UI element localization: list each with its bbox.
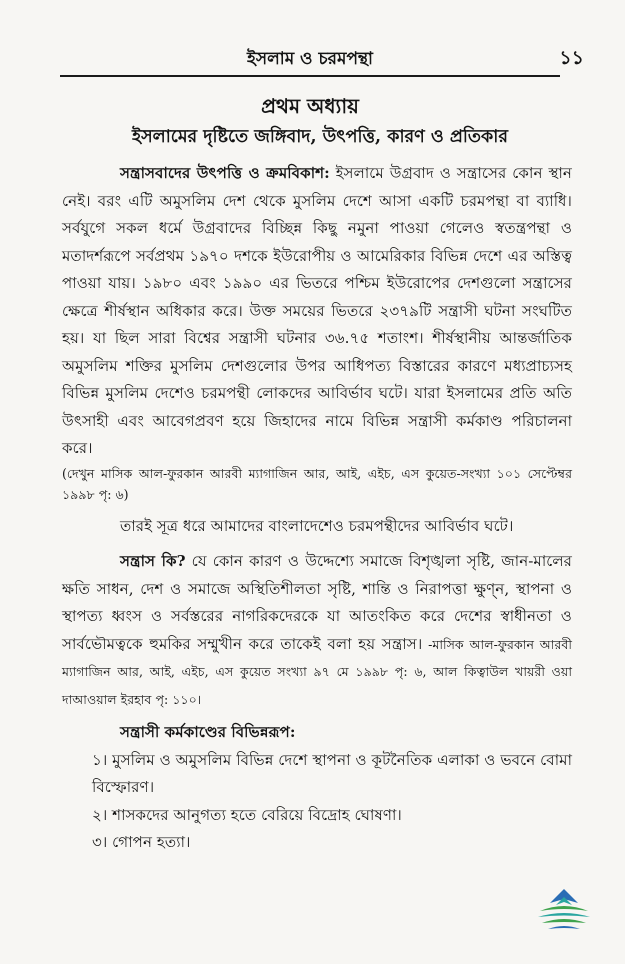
- paragraph-closing: তারই সূত্র ধরে আমাদের বাংলাদেশেও চরমপন্থীদের আবির্ভাব ঘটে।: [120, 516, 514, 535]
- chapter-subtitle: ইসলামের দৃষ্টিতে জঙ্গিবাদ, উৎপত্তি, কারণ ও প্রতিকার: [132, 127, 508, 147]
- running-title: ইসলাম ও চরমপন্থা: [247, 49, 373, 69]
- header-rule: [60, 75, 560, 77]
- paragraph-origin-text: ইসলামে উগ্রবাদ ও সন্ত্রাসের কোন স্থান নেই। বরং এটি অমুসলিম দেশ থেকে মুসলিম দেশে আসা একটি চরমপন্থা বা ব্যাধি। সর্বযুগে সকল ধর্মে উগ্রবাদের বিচ্ছিন্ন কিছু নমুনা পাওয়া গেলেও স্বতন্ত্রপন্থা ও মতাদর্শরূপে সর্বপ্রথম ১৯৭০ দশকে ইউরোপীয় ও আমেরিকার বিভিন্ন দেশে এর অস্তিত্ব পাওয়া যায়। ১৯৮০ এবং ১৯৯০ এর ভিতরে পশ্চিম ইউরোপের দেশগুলো সন্ত্রাসের ক্ষেত্রে শীর্ষস্থান অধিকার করে। উক্ত সময়ের ভিতরে ২৩৭৯টি সন্ত্রাসী ঘটনা সংঘটিত হয়। যা ছিল সারা বিশ্বের সন্ত্রাসী ঘটনার ৩৬.৭৫ শতাংশ। শীর্ষস্থানীয় আন্তর্জাতিক অমুসলিম শক্তির মুসলিম দেশগুলোর উপর আধিপত্য বিস্তারের কারণে মধ্যপ্রাচ্যসহ বিভিন্ন মুসলিম দেশেও চরমপন্থী লোকদের আবির্ভাব ঘটে। যারা ইসলামের প্রতি অতি উৎসাহী এবং আবেগপ্রবণ হয়ে জিহাদের নামে বিভিন্ন সন্ত্রাসী কর্মকাণ্ড পরিচালনা করে।: [62, 164, 572, 457]
- paragraph-definition-text: যে কোন কারণ ও উদ্দেশ্যে সমাজে বিশৃঙ্খলা সৃষ্টি, জান-মালের ক্ষতি সাধন, দেশ ও সমাজে অস্থিতিশীলতা সৃষ্টি, শান্তি ও নিরাপত্তা ক্ষুণ্ন, স্থাপনা ও স্থাপত্য ধ্বংস ও সর্বস্তরের নাগরিকদেরকে যা আতংকিত করে দেশের স্বাধীনতা ও সার্বভৌমত্বকে হুমকির সম্মুখীন করে তাকেই বলা হয় সন্ত্রাস।: [62, 552, 572, 653]
- list-item: ১। মুসলিম ও অমুসলিম বিভিন্ন দেশে স্থাপনা ও কূটনৈতিক এলাকা ও ভবনে বোমা বিস্ফোরণ।: [92, 750, 572, 796]
- paragraph-definition: [62, 548, 572, 713]
- publisher-logo-icon: [534, 885, 594, 937]
- running-head: [60, 46, 584, 74]
- page-number: ১১: [559, 47, 584, 69]
- list-item: ৩। গোপন হত্যা।: [92, 833, 191, 851]
- citation-origin: (দেখুন মাসিক আল-ফুরকান আরবী ম্যাগাজিন আর, আই, এইচ, এস কুয়েত-সংখ্যা ১০১ সেপ্টেম্বর ১৯৯৮ পৃ: ৬): [62, 465, 572, 502]
- chapter-title: প্রথম অধ্যায়: [261, 94, 359, 118]
- section-heading-forms: সন্ত্রাসী কর্মকাণ্ডের বিভিন্নরূপ:: [120, 723, 296, 741]
- section-lead-origin: সন্ত্রাসবাদের উৎপত্তি ও ক্রমবিকাশ:: [120, 164, 330, 182]
- paragraph-origin: [62, 160, 572, 463]
- citation-definition: -মাসিক আল-ফুরকান আরবী ম্যাগাজিন আর, আই, এইচ, এস কুয়েত সংখ্যা ৯৭ মে ১৯৯৮ পৃ: ৬, আল কিত্বাউল খায়রী ওয়া দাআওয়াল ইরহাব পৃ: ১১০।: [62, 636, 572, 707]
- list-item: ২। শাসকদের আনুগত্য হতে বেরিয়ে বিদ্রোহ ঘোষণা।: [92, 805, 402, 824]
- body-text: [62, 160, 572, 857]
- section-lead-definition: সন্ত্রাস কি?: [120, 552, 186, 570]
